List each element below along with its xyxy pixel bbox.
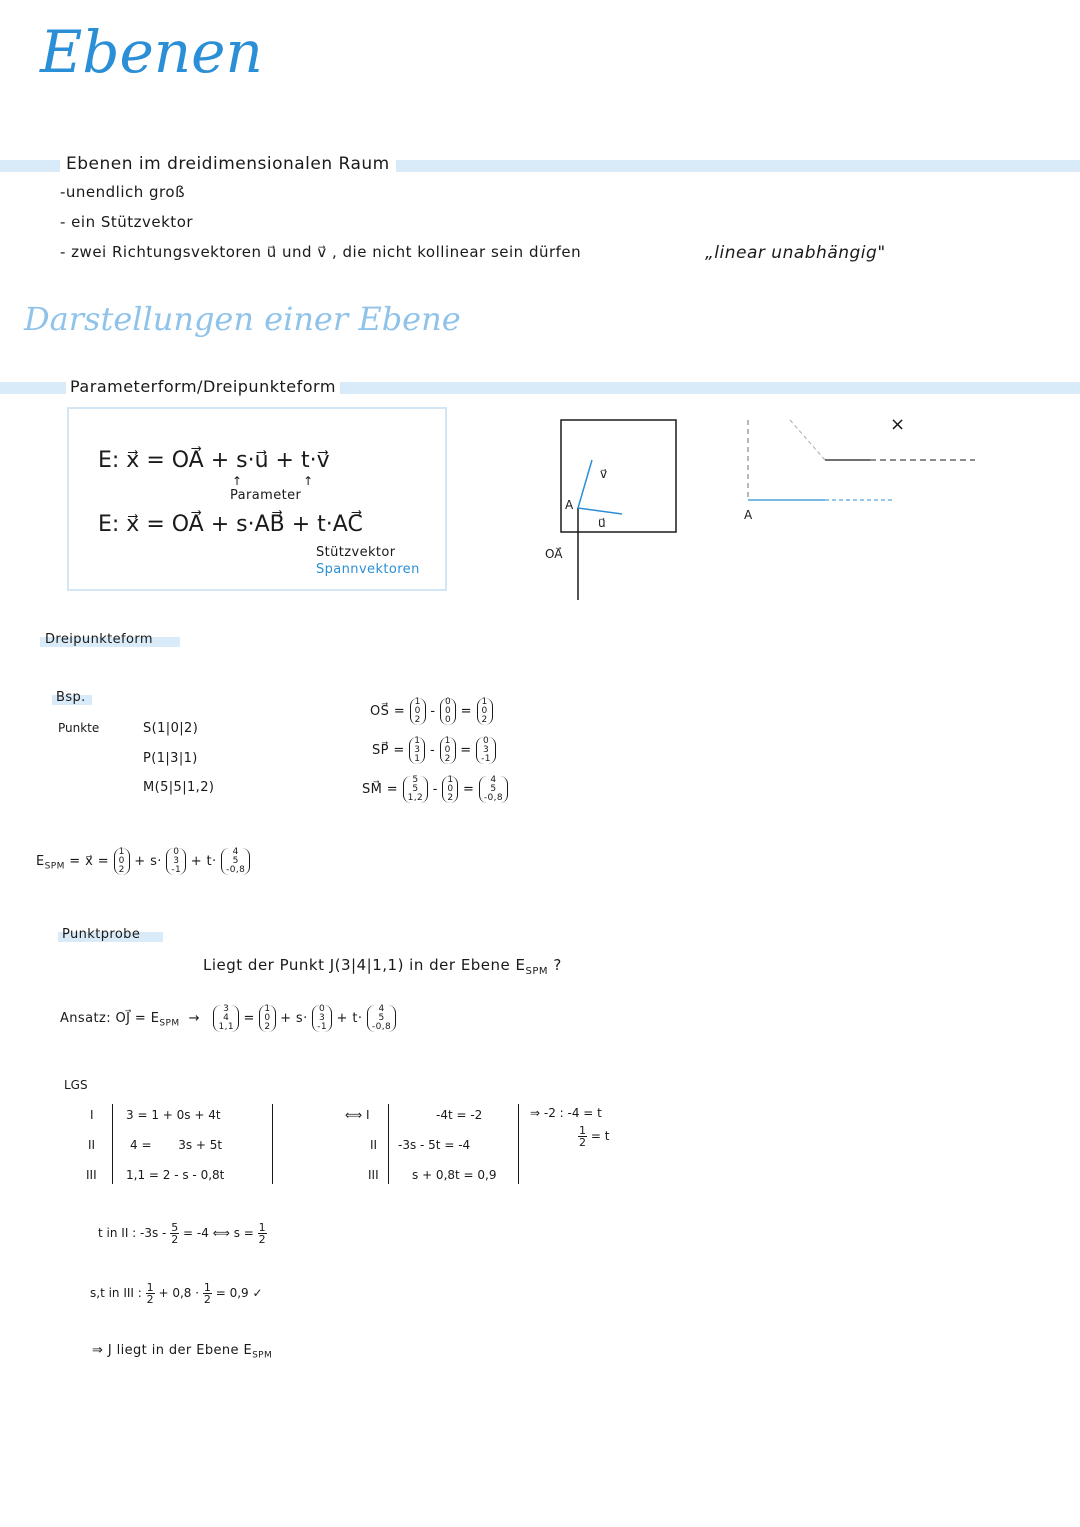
section-heading: Punktprobe <box>62 927 141 942</box>
oa-label: OA⃗ <box>545 547 563 561</box>
intro-bullet: - zwei Richtungsvektoren u⃗ und v⃗ , die nicht kollinear sein dürfen <box>60 243 582 261</box>
ansatz-line: Ansatz: OJ⃗ = $E_{SPM}$ → 3 4 1,1 = 1 0 2 + s· 0 3 -1 + t· 4 5 -0,8 <box>60 1005 396 1032</box>
question: Liegt der Punkt J(3|4|1,1) in der Ebene $E_{SPM}$ ? <box>203 956 562 977</box>
bsp-label: Bsp. <box>56 690 86 705</box>
lgs-divider <box>112 1104 113 1184</box>
param-arrows: ↑ ↑ <box>232 474 314 488</box>
lgs-divider <box>518 1104 519 1184</box>
sp-computation: SP⃗ = 1 3 1 - 1 0 2 = 0 3 -1 <box>372 737 496 764</box>
u-vector-arrow <box>578 508 622 514</box>
x-mark: × <box>890 414 906 435</box>
lgs-row: 3 = 1 + 0s + 4t <box>126 1108 221 1122</box>
vector-sketch <box>730 410 980 520</box>
plane-diagram <box>540 410 700 610</box>
lgs-row: 4 = 3s + 5t <box>130 1138 223 1152</box>
espm-equation: $E_{SPM}$ = x⃗ = 1 0 2 + s· 0 3 -1 + t· 4 5 -0,8 <box>36 848 250 875</box>
point-m: M(5|5|1,2) <box>143 780 215 795</box>
roman-2: II <box>370 1138 378 1152</box>
page-title: Ebenen <box>40 18 263 86</box>
a-point-label: A <box>565 498 574 512</box>
point-s: S(1|0|2) <box>143 721 199 736</box>
spannvektoren-label: Spannvektoren <box>316 562 420 577</box>
formula-dreipunkteform: E: x⃗ = OA⃗ + s·AB⃗ + t·AC⃗ <box>98 512 363 537</box>
lgs-row: s + 0,8t = 0,9 <box>412 1168 497 1182</box>
lgs-row: -4t = -2 <box>436 1108 483 1122</box>
lgs-row: 1,1 = 2 - s - 0,8t <box>126 1168 225 1182</box>
param-label: Parameter <box>230 488 302 503</box>
intro-bullet: -unendlich groß <box>60 183 186 201</box>
intro-bullet: - ein Stützvektor <box>60 213 194 231</box>
st-substitution: s,t in III : $\frac{1}{2} + 0,8$ · $\frac{1}{2} = 0,9$ ✓ <box>90 1281 263 1306</box>
section-heading: Dreipunkteform <box>45 632 153 647</box>
stuetzvektor-label: Stützvektor <box>316 545 396 560</box>
u-label: u⃗ <box>598 516 606 530</box>
point-p: P(1|3|1) <box>143 751 198 766</box>
section-heading: Parameterform/Dreipunkteform <box>66 377 340 396</box>
intro-note: „linear unabhängig" <box>705 243 886 263</box>
t-substitution: t in II : -3s - $\frac{5}{2} = -4$ ⟺ s = $\frac{1}{2}$ <box>98 1221 266 1246</box>
roman-1: I <box>90 1108 94 1122</box>
lgs-label: LGS <box>64 1078 88 1092</box>
formula-parameterform: E: x⃗ = OA⃗ + s·u⃗ + t·v⃗ <box>98 448 330 473</box>
roman-3: III <box>368 1168 379 1182</box>
lgs-divider <box>388 1104 389 1184</box>
solve-step: ⇒ -2 : -4 = t <box>530 1106 602 1120</box>
punkte-label: Punkte <box>58 721 100 735</box>
v-vector-arrow <box>578 460 592 508</box>
roman-3: III <box>86 1168 97 1182</box>
section-subtitle: Darstellungen einer Ebene <box>24 300 461 338</box>
v-label: v⃗ <box>600 467 608 481</box>
intro-heading: Ebenen im dreidimensionalen Raum <box>60 154 396 174</box>
lgs-row: -3s - 5t = -4 <box>398 1138 471 1152</box>
t-result: $\frac{1}{2} = t$ <box>579 1124 610 1149</box>
lgs-divider <box>272 1104 273 1184</box>
equiv-label: ⟺ I <box>345 1108 370 1122</box>
roman-2: II <box>88 1138 96 1152</box>
conclusion: ⇒ J liegt in der Ebene $E_{SPM}$ <box>92 1343 273 1361</box>
a2-label: A <box>744 508 753 522</box>
os-computation: OS⃗ = 1 0 2 - 0 0 0 = 1 0 2 <box>370 698 493 725</box>
sm-computation: SM⃗ = 5 5 1,2 - 1 0 2 = 4 5 -0,8 <box>362 776 508 803</box>
